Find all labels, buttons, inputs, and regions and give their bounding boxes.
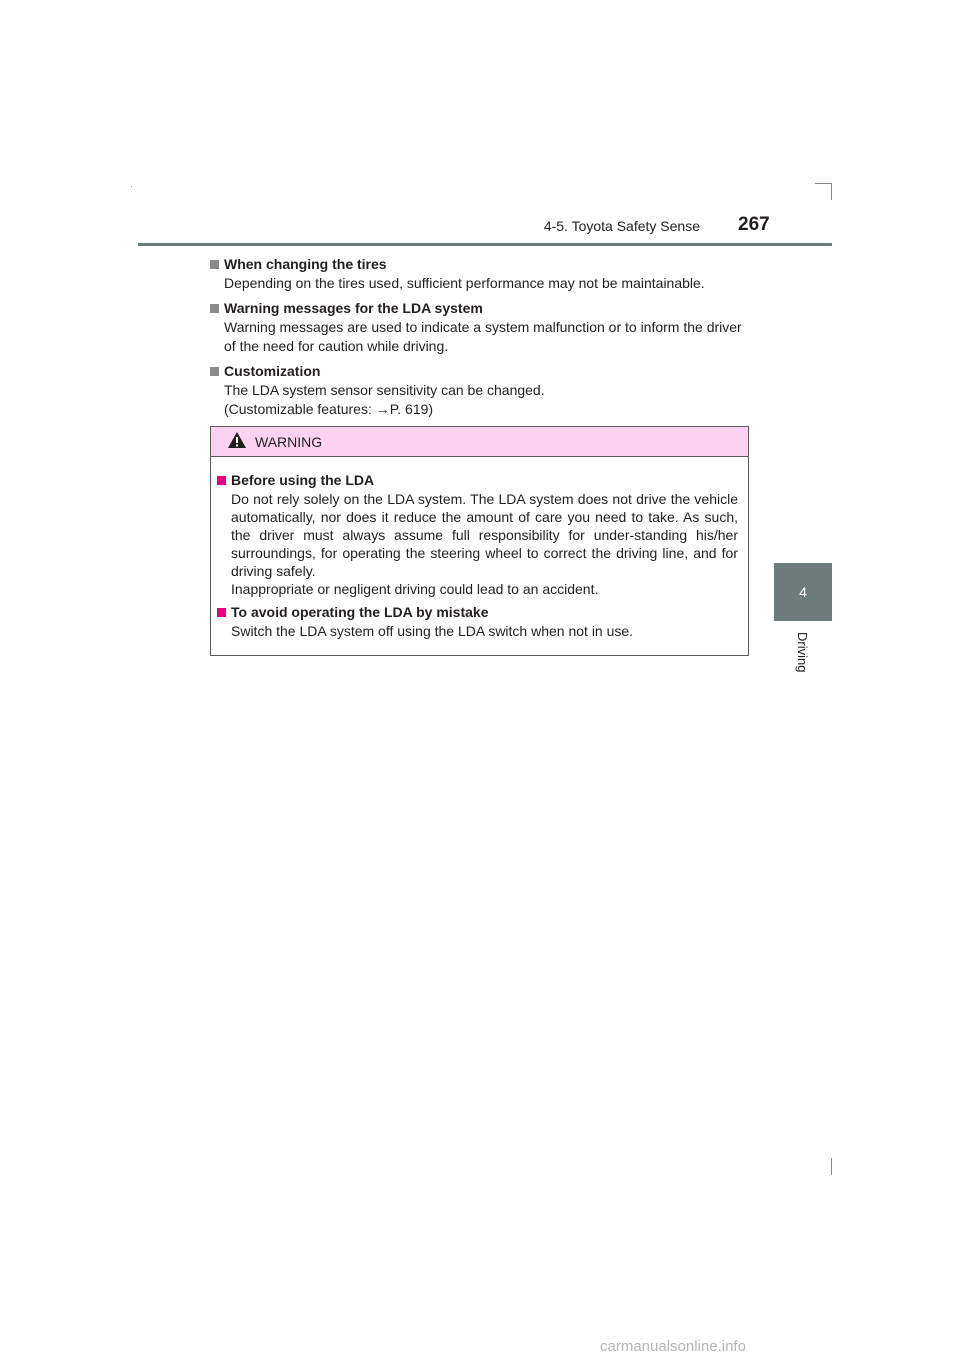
list-item	[210, 362, 750, 419]
crop-mark	[831, 183, 832, 200]
crop-mark	[815, 183, 832, 184]
chapter-label: Driving	[795, 632, 810, 673]
item-text: (Customizable features: →P. 619)	[224, 401, 434, 417]
bullet-square-icon	[217, 476, 226, 485]
chapter-tab[interactable]: 4	[774, 563, 832, 621]
crop-mark	[831, 1158, 832, 1175]
warning-body	[211, 457, 748, 640]
warning-item-text: Do not rely solely on the LDA system. The LDA system does not drive the vehicle automatically, nor does it reduce the amount of care you need to take. As such, the driver must always assume full responsibility for under-standing his/her surroundings, for operating the steering wheel to correct the driving line, and for driving safely.	[231, 491, 738, 579]
item-text: Warning messages are used to indicate a system malfunction or to inform the driver of the need for caution while driving.	[224, 319, 742, 354]
warning-item-heading: Before using the LDA	[231, 472, 375, 488]
item-heading: Customization	[224, 363, 321, 379]
bullet-square-icon	[210, 304, 219, 313]
warning-title: WARNING	[255, 433, 323, 450]
warning-item-heading: To avoid operating the LDA by mistake	[231, 604, 489, 620]
item-text: Depending on the tires used, sufficient performance may not be maintainable.	[224, 275, 705, 291]
warning-triangle-icon	[227, 431, 247, 452]
warning-item-text: Switch the LDA system off using the LDA switch when not in use.	[231, 623, 634, 639]
warning-box	[210, 426, 749, 656]
bullet-square-icon	[210, 367, 219, 376]
section-title: 4-5. Toyota Safety Sense	[543, 218, 700, 234]
header-rule	[138, 243, 832, 246]
list-item	[210, 255, 750, 293]
crop-mark	[131, 186, 132, 187]
page-number: 267	[738, 214, 770, 235]
warning-item-text: Inappropriate or negligent driving could lead to an accident.	[231, 581, 599, 597]
item-text: The LDA system sensor sensitivity can be changed.	[224, 382, 545, 398]
bullet-square-icon	[210, 260, 219, 269]
bullet-square-icon	[217, 608, 226, 617]
warning-header	[211, 427, 748, 457]
list-item	[210, 299, 750, 356]
item-heading: When changing the tires	[224, 256, 387, 272]
watermark: carmanualsonline.info	[600, 1338, 746, 1355]
main-content	[210, 255, 750, 425]
item-heading: Warning messages for the LDA system	[224, 300, 483, 316]
